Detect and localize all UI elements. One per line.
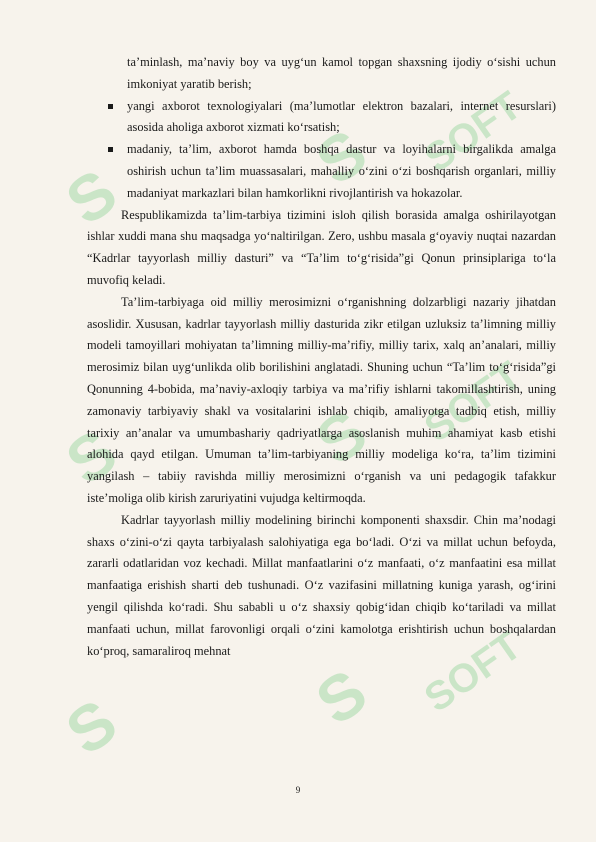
- watermark-logo: S: [53, 415, 130, 499]
- watermark-logo: S: [53, 685, 130, 769]
- list-item-text: yangi axborot texnologiyalari (ma’lumotlar elektron bazalari, internet resurslari) asosida aholiga axborot xizmati ko‘rsatish;: [127, 98, 556, 135]
- list-item: [87, 139, 556, 204]
- paragraph: Kadrlar tayyorlash milliy modelining birinchi komponenti shaxsdir. Chin ma’nodagi shaxs o‘zini-o‘zi qayta tarbiyalash salohiyatiga ega bo‘ladi. O‘zi va millat uchun befoyda, zararli odatlaridan voz kechadi. Millat manfaatlarini o‘z manfaati, o‘z manfaatini esa millat manfaatiga erishish sharti deb tushunadi. O‘z vazifasini millatning kuniga yarash, og‘irini yengil qilishda ko‘radi. Shu sababli u o‘z shaxsiy qobig‘idan chiqib ko‘tariladi va millat manfaati uchun, millat farovonligi orqali o‘zini kamolotga erishtirish uchun boshqalardan ko‘proq, samaraliroq mehnat: [87, 512, 556, 658]
- list-continuation: ta’minlash, ma’naviy boy va uyg‘un kamol topgan shaxsning ijodiy o‘sishi uchun imkoniyat yaratib berish;: [127, 55, 556, 91]
- watermark-logo: SOFT: [416, 353, 530, 451]
- bullet-icon: [108, 147, 113, 152]
- watermark-logo: S: [303, 655, 380, 739]
- watermark-logo: S: [303, 395, 380, 479]
- body-text: [87, 52, 556, 662]
- bullet-list: [87, 96, 556, 205]
- watermark-logo: SOFT: [416, 83, 530, 181]
- watermark-logo: SOFT: [416, 623, 530, 721]
- bullet-icon: [108, 104, 113, 109]
- list-item: [87, 96, 556, 140]
- watermark-logo: S: [53, 155, 130, 239]
- watermark-logo: S: [303, 115, 380, 199]
- paragraph: Ta’lim-tarbiyaga oid milliy merosimizni o‘rganishning dolzarbligi nazariy jihatdan asoslidir. Xususan, kadrlar tayyorlash milliy dasturida zikr etilgan uzluksiz ta’limning milliy modeli tamoyillari mohiyatan ta’limning milliy-ma’rifiy, milliy tarix, xalq an’analari, milliy merosimiz bilan uyg‘unlikda olib borilishini anglatadi. Shuning uchun “Ta’lim to‘g‘risida”gi Qonunning 4-bobida, ma’naviy-axloqiy tarbiya va ma’rifiy ishlarni takomillashtirish, uning zamonaviy tarbiyaviy shakl va vositalarini ishlab chiqib, amaliyotga tadbiq etish, milliy tarixiy an’analar va umumbashariy qadriyatlarga asoslanish muhim ahamiyat kasb etishi alohida qayd etilgan. Umuman ta’lim-tarbiyaning milliy modeliga ko‘ra, ta’lim tizimini yangilash – tabiiy ravishda milliy merosimizni o‘rganish va uni pedagogik tafakkur iste’moliga olib kirish zaruriyatini vujudga keltirmoqda.: [87, 294, 556, 505]
- paragraph: Respublikamizda ta’lim-tarbiya tizimini isloh qilish borasida amalga oshirilayotgan ishlar xuddi mana shu maqsadga yo‘naltirilgan. Zero, ushbu masala g‘oyaviy nuqtai nazardan “Kadrlar tayyorlash milliy dasturi” va “Ta’lim to‘g‘risida”gi Qonun prinsiplariga to‘la muvofiq keladi.: [87, 207, 556, 287]
- list-item-text: madaniy, ta’lim, axborot hamda boshqa dastur va loyihalarni birgalikda amalga oshirish uchun ta’lim muassasalari, mahalliy o‘zini o‘zi boshqarish organlari, milliy madaniyat markazlari bilan hamkorlikni rivojlantirish va hokazolar.: [127, 142, 556, 200]
- page-number: 9: [295, 785, 301, 795]
